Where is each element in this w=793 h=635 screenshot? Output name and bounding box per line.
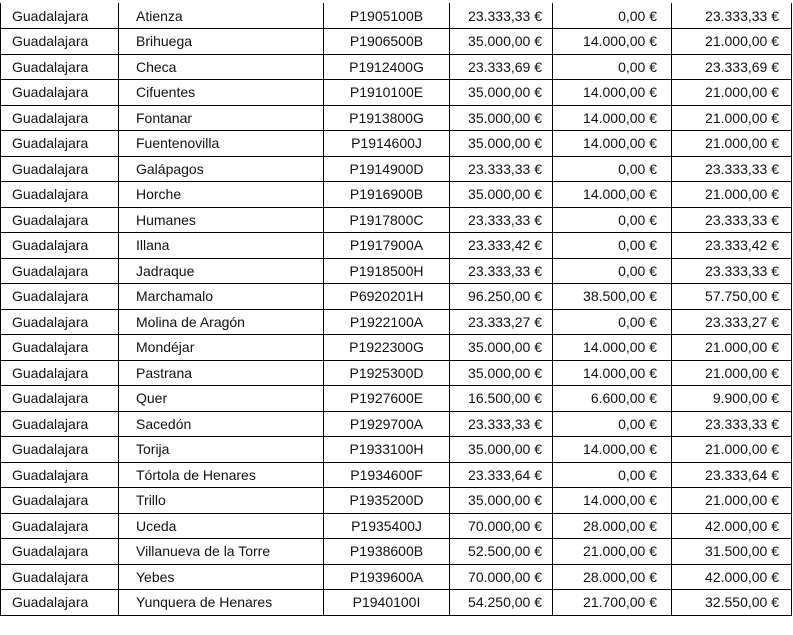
amount-cell: 35.000,00 € [450,360,553,386]
table-row [1,54,792,80]
province-cell: Guadalajara [1,233,119,259]
remaining-cell: 21.000,00 € [672,488,792,514]
amount-cell: 70.000,00 € [450,564,553,590]
advance-cell: 0,00 € [553,309,672,335]
table-row [1,462,792,488]
remaining-cell: 23.333,33 € [672,411,792,437]
province-cell: Guadalajara [1,564,119,590]
province-cell: Guadalajara [1,105,119,131]
tax-id-cell: P1922300G [324,335,450,361]
remaining-cell: 21.000,00 € [672,80,792,106]
amount-cell: 70.000,00 € [450,513,553,539]
tax-id-cell: P1905100B [324,3,450,29]
municipality-cell: Yebes [119,564,324,590]
table-row [1,335,792,361]
remaining-cell: 23.333,33 € [672,207,792,233]
remaining-cell: 23.333,33 € [672,3,792,29]
province-cell: Guadalajara [1,360,119,386]
tax-id-cell: P1935400J [324,513,450,539]
table-row [1,411,792,437]
tax-id-cell: P1935200D [324,488,450,514]
amount-cell: 23.333,33 € [450,258,553,284]
advance-cell: 14.000,00 € [553,105,672,131]
advance-cell: 14.000,00 € [553,360,672,386]
advance-cell: 14.000,00 € [553,182,672,208]
remaining-cell: 23.333,69 € [672,54,792,80]
table-row [1,386,792,412]
tax-id-cell: P1927600E [324,386,450,412]
remaining-cell: 42.000,00 € [672,564,792,590]
amount-cell: 35.000,00 € [450,488,553,514]
table-row [1,207,792,233]
remaining-cell: 9.900,00 € [672,386,792,412]
table-row [1,513,792,539]
province-cell: Guadalajara [1,488,119,514]
province-cell: Guadalajara [1,54,119,80]
table-row [1,488,792,514]
remaining-cell: 32.550,00 € [672,590,792,616]
remaining-cell: 21.000,00 € [672,105,792,131]
municipality-cell: Jadraque [119,258,324,284]
advance-cell: 14.000,00 € [553,29,672,55]
municipalities-table [0,3,792,616]
table-row [1,105,792,131]
municipality-cell: Mondéjar [119,335,324,361]
amount-cell: 54.250,00 € [450,590,553,616]
municipality-cell: Yunquera de Henares [119,590,324,616]
table-row [1,29,792,55]
advance-cell: 0,00 € [553,233,672,259]
municipality-cell: Torija [119,437,324,463]
amount-cell: 35.000,00 € [450,80,553,106]
province-cell: Guadalajara [1,437,119,463]
table-row [1,590,792,616]
municipality-cell: Illana [119,233,324,259]
remaining-cell: 31.500,00 € [672,539,792,565]
amount-cell: 35.000,00 € [450,437,553,463]
amount-cell: 23.333,42 € [450,233,553,259]
municipality-cell: Trillo [119,488,324,514]
municipality-cell: Quer [119,386,324,412]
tax-id-cell: P1906500B [324,29,450,55]
advance-cell: 0,00 € [553,411,672,437]
table-row [1,564,792,590]
tax-id-cell: P1929700A [324,411,450,437]
remaining-cell: 21.000,00 € [672,29,792,55]
province-cell: Guadalajara [1,29,119,55]
advance-cell: 21.000,00 € [553,539,672,565]
amount-cell: 23.333,33 € [450,156,553,182]
amount-cell: 35.000,00 € [450,335,553,361]
province-cell: Guadalajara [1,386,119,412]
amount-cell: 35.000,00 € [450,131,553,157]
advance-cell: 14.000,00 € [553,131,672,157]
advance-cell: 14.000,00 € [553,437,672,463]
advance-cell: 14.000,00 € [553,335,672,361]
municipality-cell: Molina de Aragón [119,309,324,335]
advance-cell: 6.600,00 € [553,386,672,412]
municipality-cell: Tórtola de Henares [119,462,324,488]
province-cell: Guadalajara [1,411,119,437]
remaining-cell: 23.333,64 € [672,462,792,488]
remaining-cell: 23.333,42 € [672,233,792,259]
municipality-cell: Cifuentes [119,80,324,106]
amount-cell: 23.333,27 € [450,309,553,335]
amount-cell: 52.500,00 € [450,539,553,565]
province-cell: Guadalajara [1,335,119,361]
tax-id-cell: P1934600F [324,462,450,488]
municipality-cell: Marchamalo [119,284,324,310]
municipality-cell: Galápagos [119,156,324,182]
tax-id-cell: P1918500H [324,258,450,284]
advance-cell: 38.500,00 € [553,284,672,310]
tax-id-cell: P1913800G [324,105,450,131]
amount-cell: 35.000,00 € [450,105,553,131]
municipality-cell: Brihuega [119,29,324,55]
tax-id-cell: P1910100E [324,80,450,106]
municipality-cell: Pastrana [119,360,324,386]
tax-id-cell: P1916900B [324,182,450,208]
province-cell: Guadalajara [1,258,119,284]
remaining-cell: 21.000,00 € [672,437,792,463]
amount-cell: 35.000,00 € [450,182,553,208]
tax-id-cell: P1912400G [324,54,450,80]
table-row [1,284,792,310]
advance-cell: 21.700,00 € [553,590,672,616]
table-row [1,258,792,284]
remaining-cell: 57.750,00 € [672,284,792,310]
tax-id-cell: P1939600A [324,564,450,590]
remaining-cell: 23.333,33 € [672,156,792,182]
municipality-cell: Sacedón [119,411,324,437]
province-cell: Guadalajara [1,207,119,233]
table-row [1,131,792,157]
table-row [1,309,792,335]
amount-cell: 16.500,00 € [450,386,553,412]
amount-cell: 23.333,33 € [450,3,553,29]
municipality-cell: Atienza [119,3,324,29]
province-cell: Guadalajara [1,462,119,488]
municipality-cell: Villanueva de la Torre [119,539,324,565]
table-row [1,182,792,208]
table-row [1,233,792,259]
table-row [1,539,792,565]
municipality-cell: Humanes [119,207,324,233]
tax-id-cell: P1917900A [324,233,450,259]
municipality-cell: Horche [119,182,324,208]
province-cell: Guadalajara [1,131,119,157]
advance-cell: 0,00 € [553,54,672,80]
table-row [1,156,792,182]
amount-cell: 23.333,69 € [450,54,553,80]
advance-cell: 14.000,00 € [553,80,672,106]
tax-id-cell: P1922100A [324,309,450,335]
tax-id-cell: P1917800C [324,207,450,233]
tax-id-cell: P1925300D [324,360,450,386]
advance-cell: 14.000,00 € [553,488,672,514]
province-cell: Guadalajara [1,309,119,335]
province-cell: Guadalajara [1,590,119,616]
remaining-cell: 23.333,33 € [672,258,792,284]
province-cell: Guadalajara [1,182,119,208]
table-row [1,437,792,463]
amount-cell: 23.333,33 € [450,207,553,233]
tax-id-cell: P1914900D [324,156,450,182]
amount-cell: 35.000,00 € [450,29,553,55]
municipality-cell: Checa [119,54,324,80]
table-row [1,360,792,386]
municipality-cell: Uceda [119,513,324,539]
advance-cell: 28.000,00 € [553,564,672,590]
table-row [1,3,792,29]
province-cell: Guadalajara [1,156,119,182]
remaining-cell: 21.000,00 € [672,131,792,157]
remaining-cell: 21.000,00 € [672,335,792,361]
tax-id-cell: P1933100H [324,437,450,463]
amount-cell: 23.333,33 € [450,411,553,437]
tax-id-cell: P6920201H [324,284,450,310]
advance-cell: 0,00 € [553,207,672,233]
municipality-cell: Fuentenovilla [119,131,324,157]
municipality-cell: Fontanar [119,105,324,131]
amount-cell: 23.333,64 € [450,462,553,488]
remaining-cell: 21.000,00 € [672,182,792,208]
province-cell: Guadalajara [1,513,119,539]
amount-cell: 96.250,00 € [450,284,553,310]
advance-cell: 0,00 € [553,258,672,284]
advance-cell: 0,00 € [553,3,672,29]
province-cell: Guadalajara [1,80,119,106]
tax-id-cell: P1914600J [324,131,450,157]
tax-id-cell: P1940100I [324,590,450,616]
advance-cell: 0,00 € [553,462,672,488]
province-cell: Guadalajara [1,284,119,310]
remaining-cell: 42.000,00 € [672,513,792,539]
table-row [1,80,792,106]
table-body [1,3,792,615]
tax-id-cell: P1938600B [324,539,450,565]
province-cell: Guadalajara [1,539,119,565]
remaining-cell: 23.333,27 € [672,309,792,335]
advance-cell: 0,00 € [553,156,672,182]
province-cell: Guadalajara [1,3,119,29]
advance-cell: 28.000,00 € [553,513,672,539]
remaining-cell: 21.000,00 € [672,360,792,386]
